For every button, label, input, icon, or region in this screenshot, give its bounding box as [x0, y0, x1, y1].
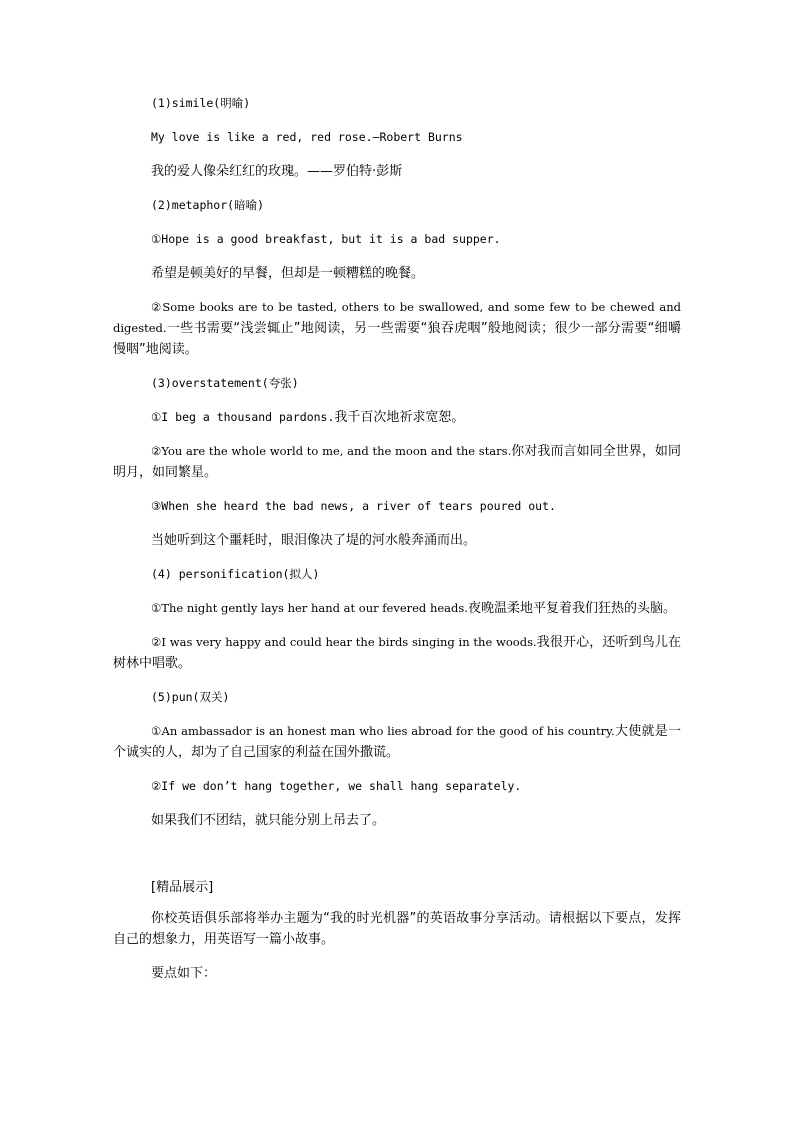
personification-example-1-zh: 夜晚温柔地平复着我们狂热的头脑。 [467, 601, 676, 616]
metaphor-example-1-zh: 希望是顿美好的早餐，但却是一顿糟糕的晚餐。 [151, 266, 425, 281]
showcase-heading: [精品展示] [151, 880, 214, 895]
overstatement-example-2-zh: 你对我而言如同全世界，如同明月，如同繁星。 [113, 444, 681, 480]
overstatement-example-3-zh: 当她听到这个噩耗时，眼泪像决了堤的河水般奔涌而出。 [151, 533, 477, 548]
overstatement-example-3-en: ③When she heard the bad news, a river of tears poured out. [151, 499, 556, 513]
simile-example-en: My love is like a red, red rose.—Robert Burns [151, 130, 463, 144]
overstatement-heading: (3)overstatement(夸张) [151, 376, 299, 390]
personification-example-1 [113, 598, 681, 619]
pun-example-2-zh: 如果我们不团结，就只能分别上吊去了。 [151, 813, 386, 828]
document-body [113, 93, 681, 984]
simile-heading: (1)simile(明喻) [151, 96, 251, 110]
personification-example-2-en: ②I was very happy and could hear the birds singing in the woods. [151, 635, 537, 649]
metaphor-example-1-en: ①Hope is a good breakfast, but it is a bad supper. [151, 232, 501, 246]
overstatement-example-1-en: ①I beg a thousand pardons. [151, 410, 335, 424]
pun-example-1-en: ①An ambassador is an honest man who lies abroad for the good of his country. [151, 724, 615, 738]
metaphor-example-2 [113, 297, 681, 360]
metaphor-heading: (2)metaphor(暗喻) [151, 198, 265, 212]
showcase-points-label: 要点如下： [151, 966, 217, 981]
personification-example-1-en: ①The night gently lays her hand at our fevered heads. [151, 601, 468, 615]
showcase-task: 你校英语俱乐部将举办主题为“我的时光机器”的英语故事分享活动。请根据以下要点，发挥自己的想象力，用英语写一篇小故事。 [113, 911, 681, 947]
pun-heading: (5)pun(双关) [151, 690, 230, 704]
simile-example-zh: 我的爱人像朵红红的玫瑰。——罗伯特·彭斯 [151, 164, 403, 179]
pun-example-1-zh: 大使就是一个诚实的人，却为了自己国家的利益在国外撒谎。 [113, 724, 681, 760]
metaphor-example-2-zh: 一些书需要“浅尝辄止”地阅读，另一些需要“狼吞虎咽”般地阅读；很少一部分需要“细嚼慢咽”地阅读。 [113, 321, 681, 357]
pun-example-2-en: ②If we don’t hang together, we shall hang separately. [151, 779, 522, 793]
pun-example-1 [113, 721, 681, 763]
metaphor-example-2-en: ②Some books are to be tasted, others to be swallowed, and some few to be chewed and digested. [113, 300, 681, 335]
personification-heading: (4) personification(拟人) [151, 567, 320, 581]
personification-example-2-zh: 我很开心，还听到鸟儿在树林中唱歌。 [113, 635, 681, 671]
personification-example-2 [113, 632, 681, 674]
overstatement-example-1-zh: 我千百次地祈求宽恕。 [334, 410, 465, 425]
overstatement-example-1 [113, 407, 681, 428]
overstatement-example-2-en: ②You are the whole world to me, and the moon and the stars. [151, 444, 512, 458]
overstatement-example-2 [113, 441, 681, 483]
